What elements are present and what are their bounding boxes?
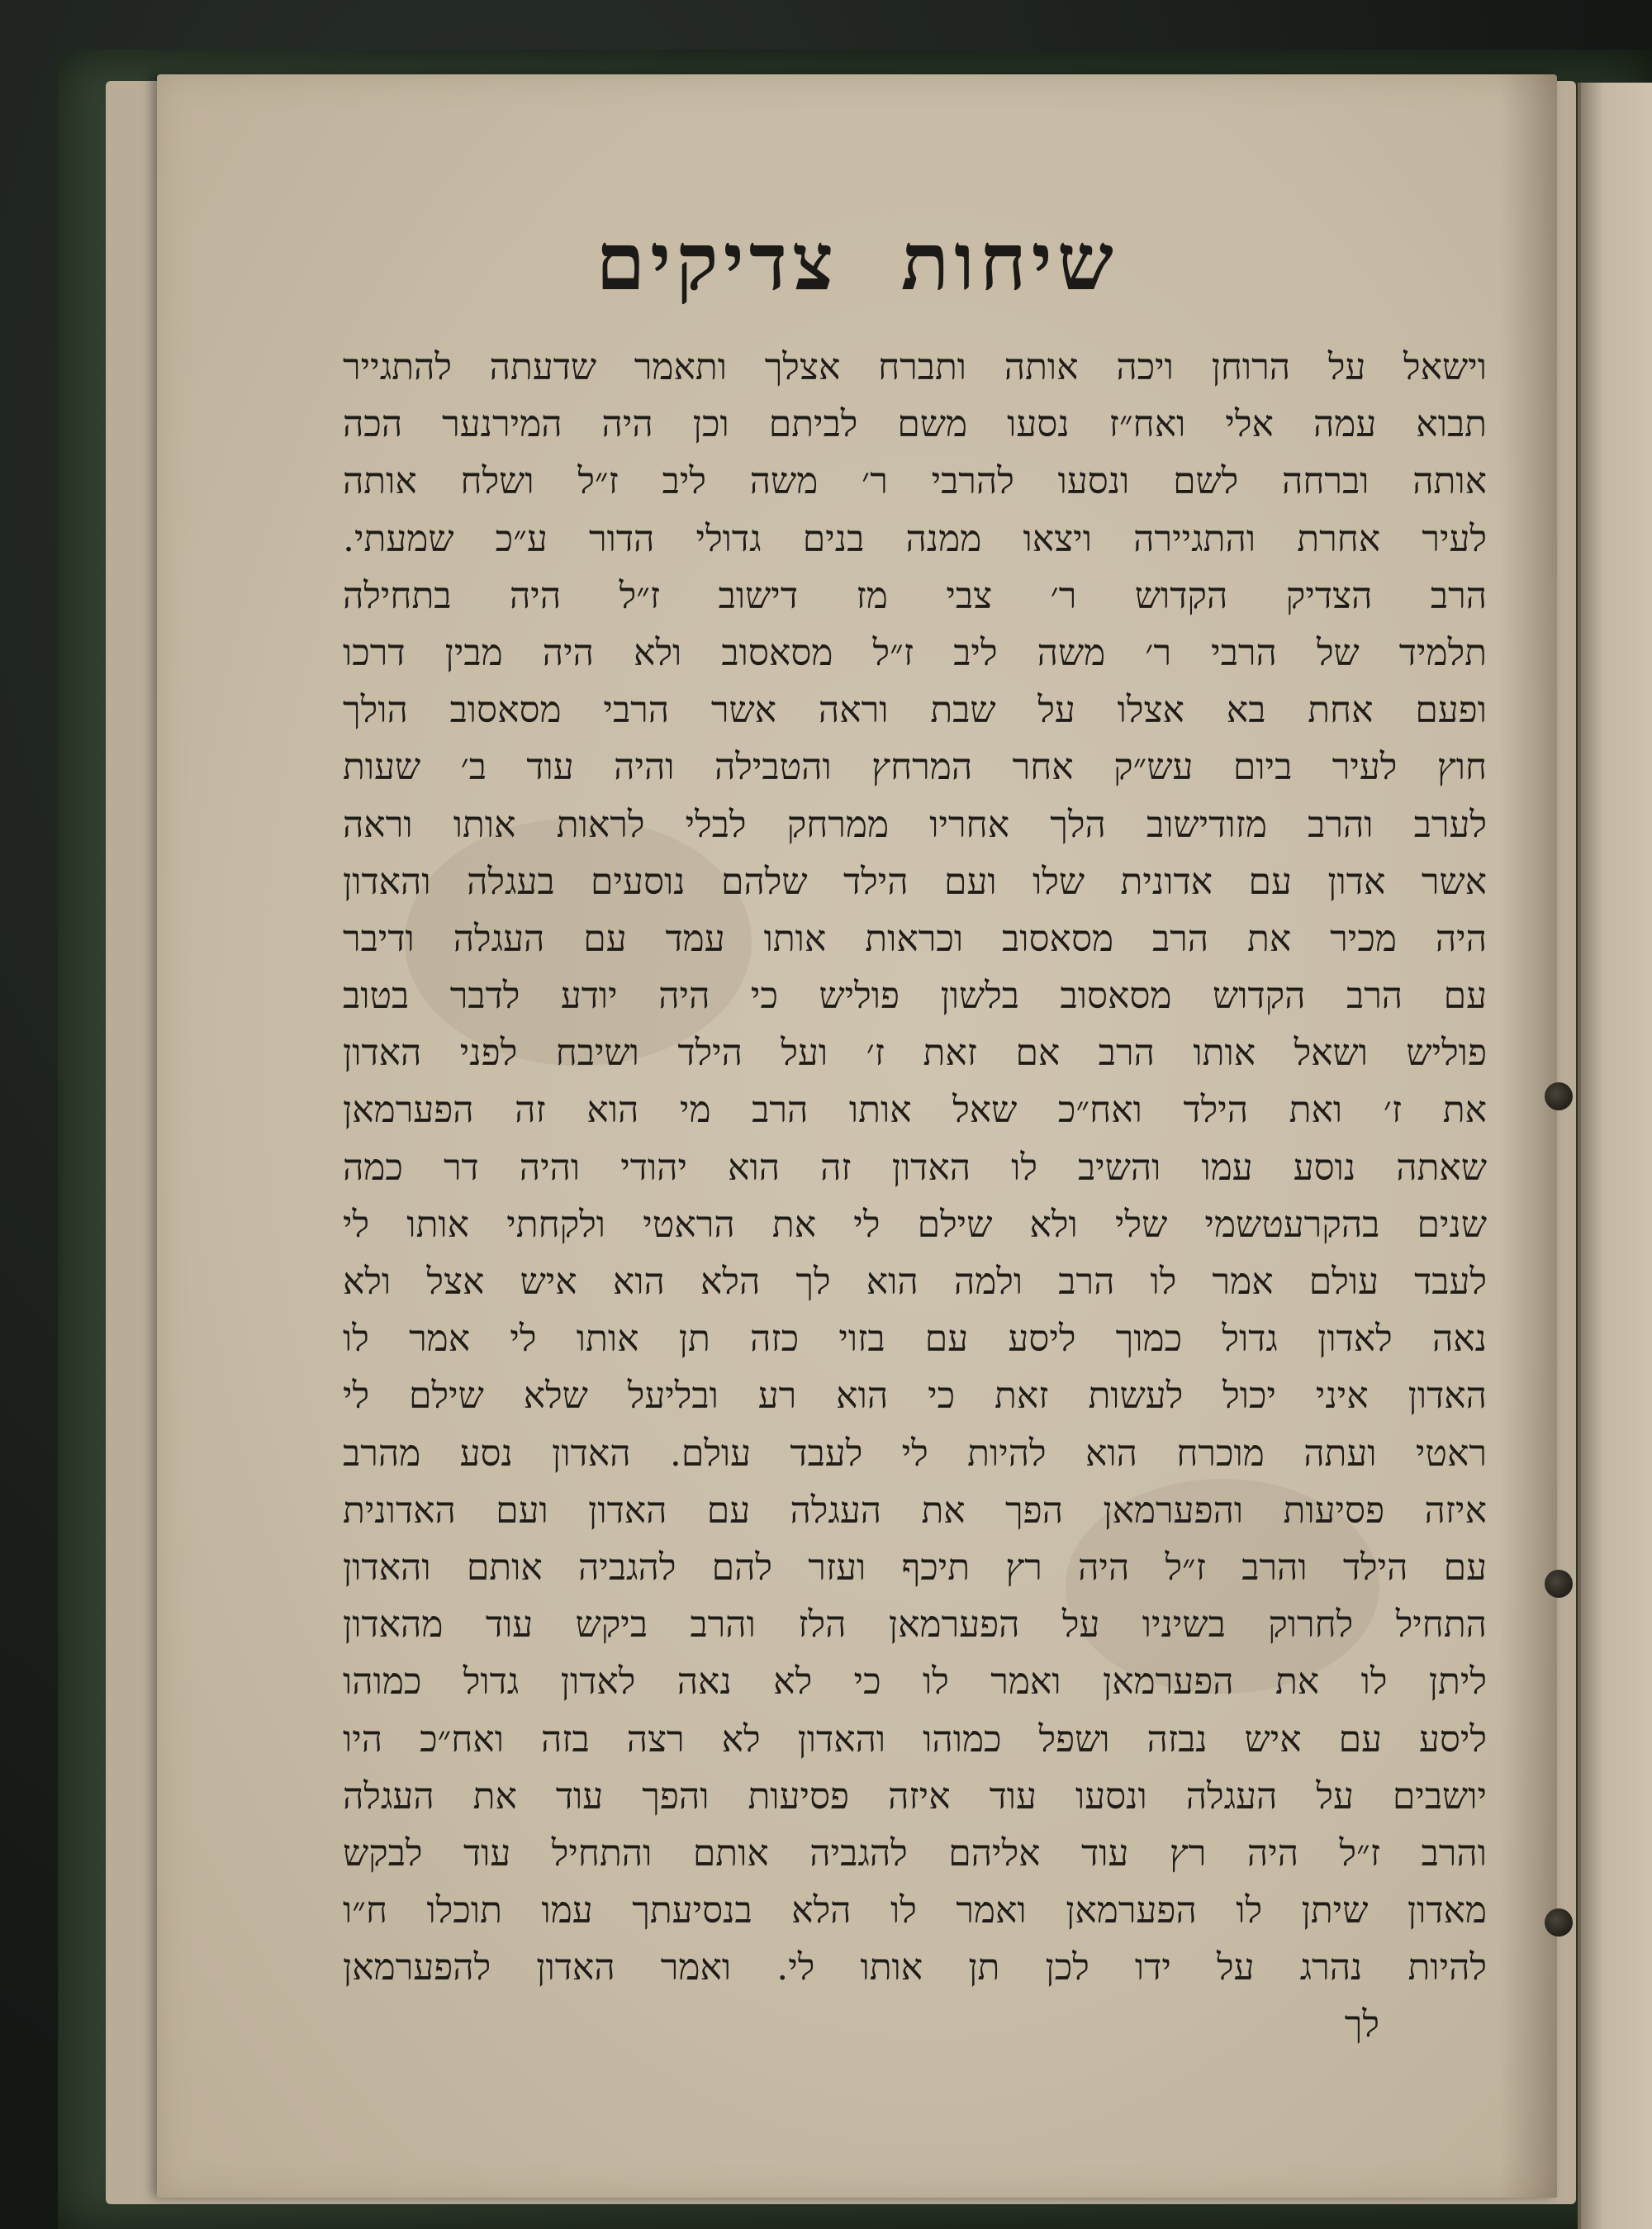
book-page	[157, 74, 1557, 2198]
text-line: וישאל על הרוחן ויכה אותה ותברח אצלך ותאמר שדעתה להתגייר	[343, 346, 1487, 388]
text-line: לעבד עולם אמר לו הרב ולמה הוא לך הלא הוא איש אצל ולא	[343, 1261, 1487, 1303]
text-line: תבוא עמה אלי ואח״ז נסעו משם לביתם וכן היה המירנער הכה	[343, 403, 1488, 446]
text-line: ליסע עם איש נבזה ושפל כמוהו והאדון לא רצה בזה ואח״כ היו	[343, 1718, 1487, 1761]
text-line: אשר אדון עם אדונית שלו ועם הילד שלהם נוסעים בעגלה והאדון	[343, 860, 1487, 903]
body-text	[343, 339, 1487, 2054]
facing-page-edge	[1578, 83, 1652, 2229]
text-line: נאה לאדון גדול כמוך ליסע עם בזוי כזה תן אותו לי אמר לו	[343, 1318, 1487, 1361]
text-line: יושבים על העגלה ונסעו עוד איזה פסיעות והפך עוד את העגלה	[343, 1775, 1487, 1818]
text-line: ופעם אחת בא אצלו על שבת וראה אשר הרבי מסאסוב הולך	[343, 689, 1487, 732]
binding-stitch	[1545, 1908, 1573, 1937]
text-line: התחיל לחרוק בשיניו על הפערמאן הלז והרב ביקש עוד מהאדון	[343, 1604, 1487, 1647]
text-line: להיות נהרג על ידו לכן תן אותו לי. ואמר האדון להפערמאן	[343, 1946, 1487, 1989]
binding-stitch	[1545, 1082, 1573, 1110]
text-line: האדון איני יכול לעשות זאת כי הוא רע ובליעל שלא שילם לי	[343, 1375, 1487, 1418]
text-line: מאדון שיתן לו הפערמאן ואמר לו הלא בנסיעתך עמו תוכלו ח״ו	[343, 1889, 1487, 1932]
text-line: לערב והרב מזודישוב הלך אחריו ממרחק לבלי לראות אותו וראה	[343, 803, 1487, 846]
running-title: שיחות צדיקים	[596, 215, 1118, 308]
binding-stitch	[1545, 1570, 1573, 1598]
text-line: איזה פסיעות והפערמאן הפך את העגלה עם האדון ועם האדונית	[343, 1489, 1487, 1532]
text-line: עם הרב הקדוש מסאסוב בלשון פוליש כי היה יודע לדבר בטוב	[343, 975, 1487, 1018]
text-line: היה מכיר את הרב מסאסוב וכראות אותו עמד עם העגלה ודיבר	[343, 917, 1487, 960]
text-line: אותה וברחה לשם ונסעו להרבי ר׳ משה ליב ז״ל ושלח אותה	[343, 460, 1487, 503]
text-line: הרב הצדיק הקדוש ר׳ צבי מז דישוב ז״ל היה בתחילה	[343, 574, 1487, 617]
catchword: לך	[1344, 2003, 1379, 2046]
text-line: חוץ לעיר ביום עש״ק אחר המרחץ והטבילה והיה עוד ב׳ שעות	[343, 746, 1488, 789]
gutter-shadow	[1499, 74, 1557, 2198]
text-line: שאתה נוסע עמו והשיב לו האדון זה הוא יהודי והיה דר כמה	[343, 1146, 1487, 1189]
text-line: ראטי ועתה מוכרח הוא להיות לי לעבד עולם. האדון נסע מהרב	[343, 1432, 1487, 1475]
text-line: שנים בהקרעטשמי שלי ולא שילם לי את הראטי ולקחתי אותו לי	[343, 1203, 1487, 1246]
text-line: ליתן לו את הפערמאן ואמר לו כי לא נאה לאדון גדול כמוהו	[343, 1661, 1487, 1704]
text-line: פוליש ושאל אותו הרב אם זאת ז׳ ועל הילד ושיבח לפני האדון	[343, 1032, 1487, 1075]
text-line: את ז׳ ואת הילד ואח״כ שאל אותו הרב מי הוא זה הפערמאן	[343, 1089, 1487, 1132]
text-line: והרב ז״ל היה רץ עוד אליהם להגביה אותם והתחיל עוד לבקש	[343, 1832, 1487, 1875]
text-line: עם הילד והרב ז״ל היה רץ תיכף ועזר להם להגביה אותם והאדון	[343, 1546, 1487, 1589]
text-line: לעיר אחרת והתגיירה ויצאו ממנה בנים גדולי הדור ע״כ שמעתי.	[343, 517, 1487, 560]
text-line: תלמיד של הרבי ר׳ משה ליב ז״ל מסאסוב ולא היה מבין דרכו	[343, 631, 1487, 674]
